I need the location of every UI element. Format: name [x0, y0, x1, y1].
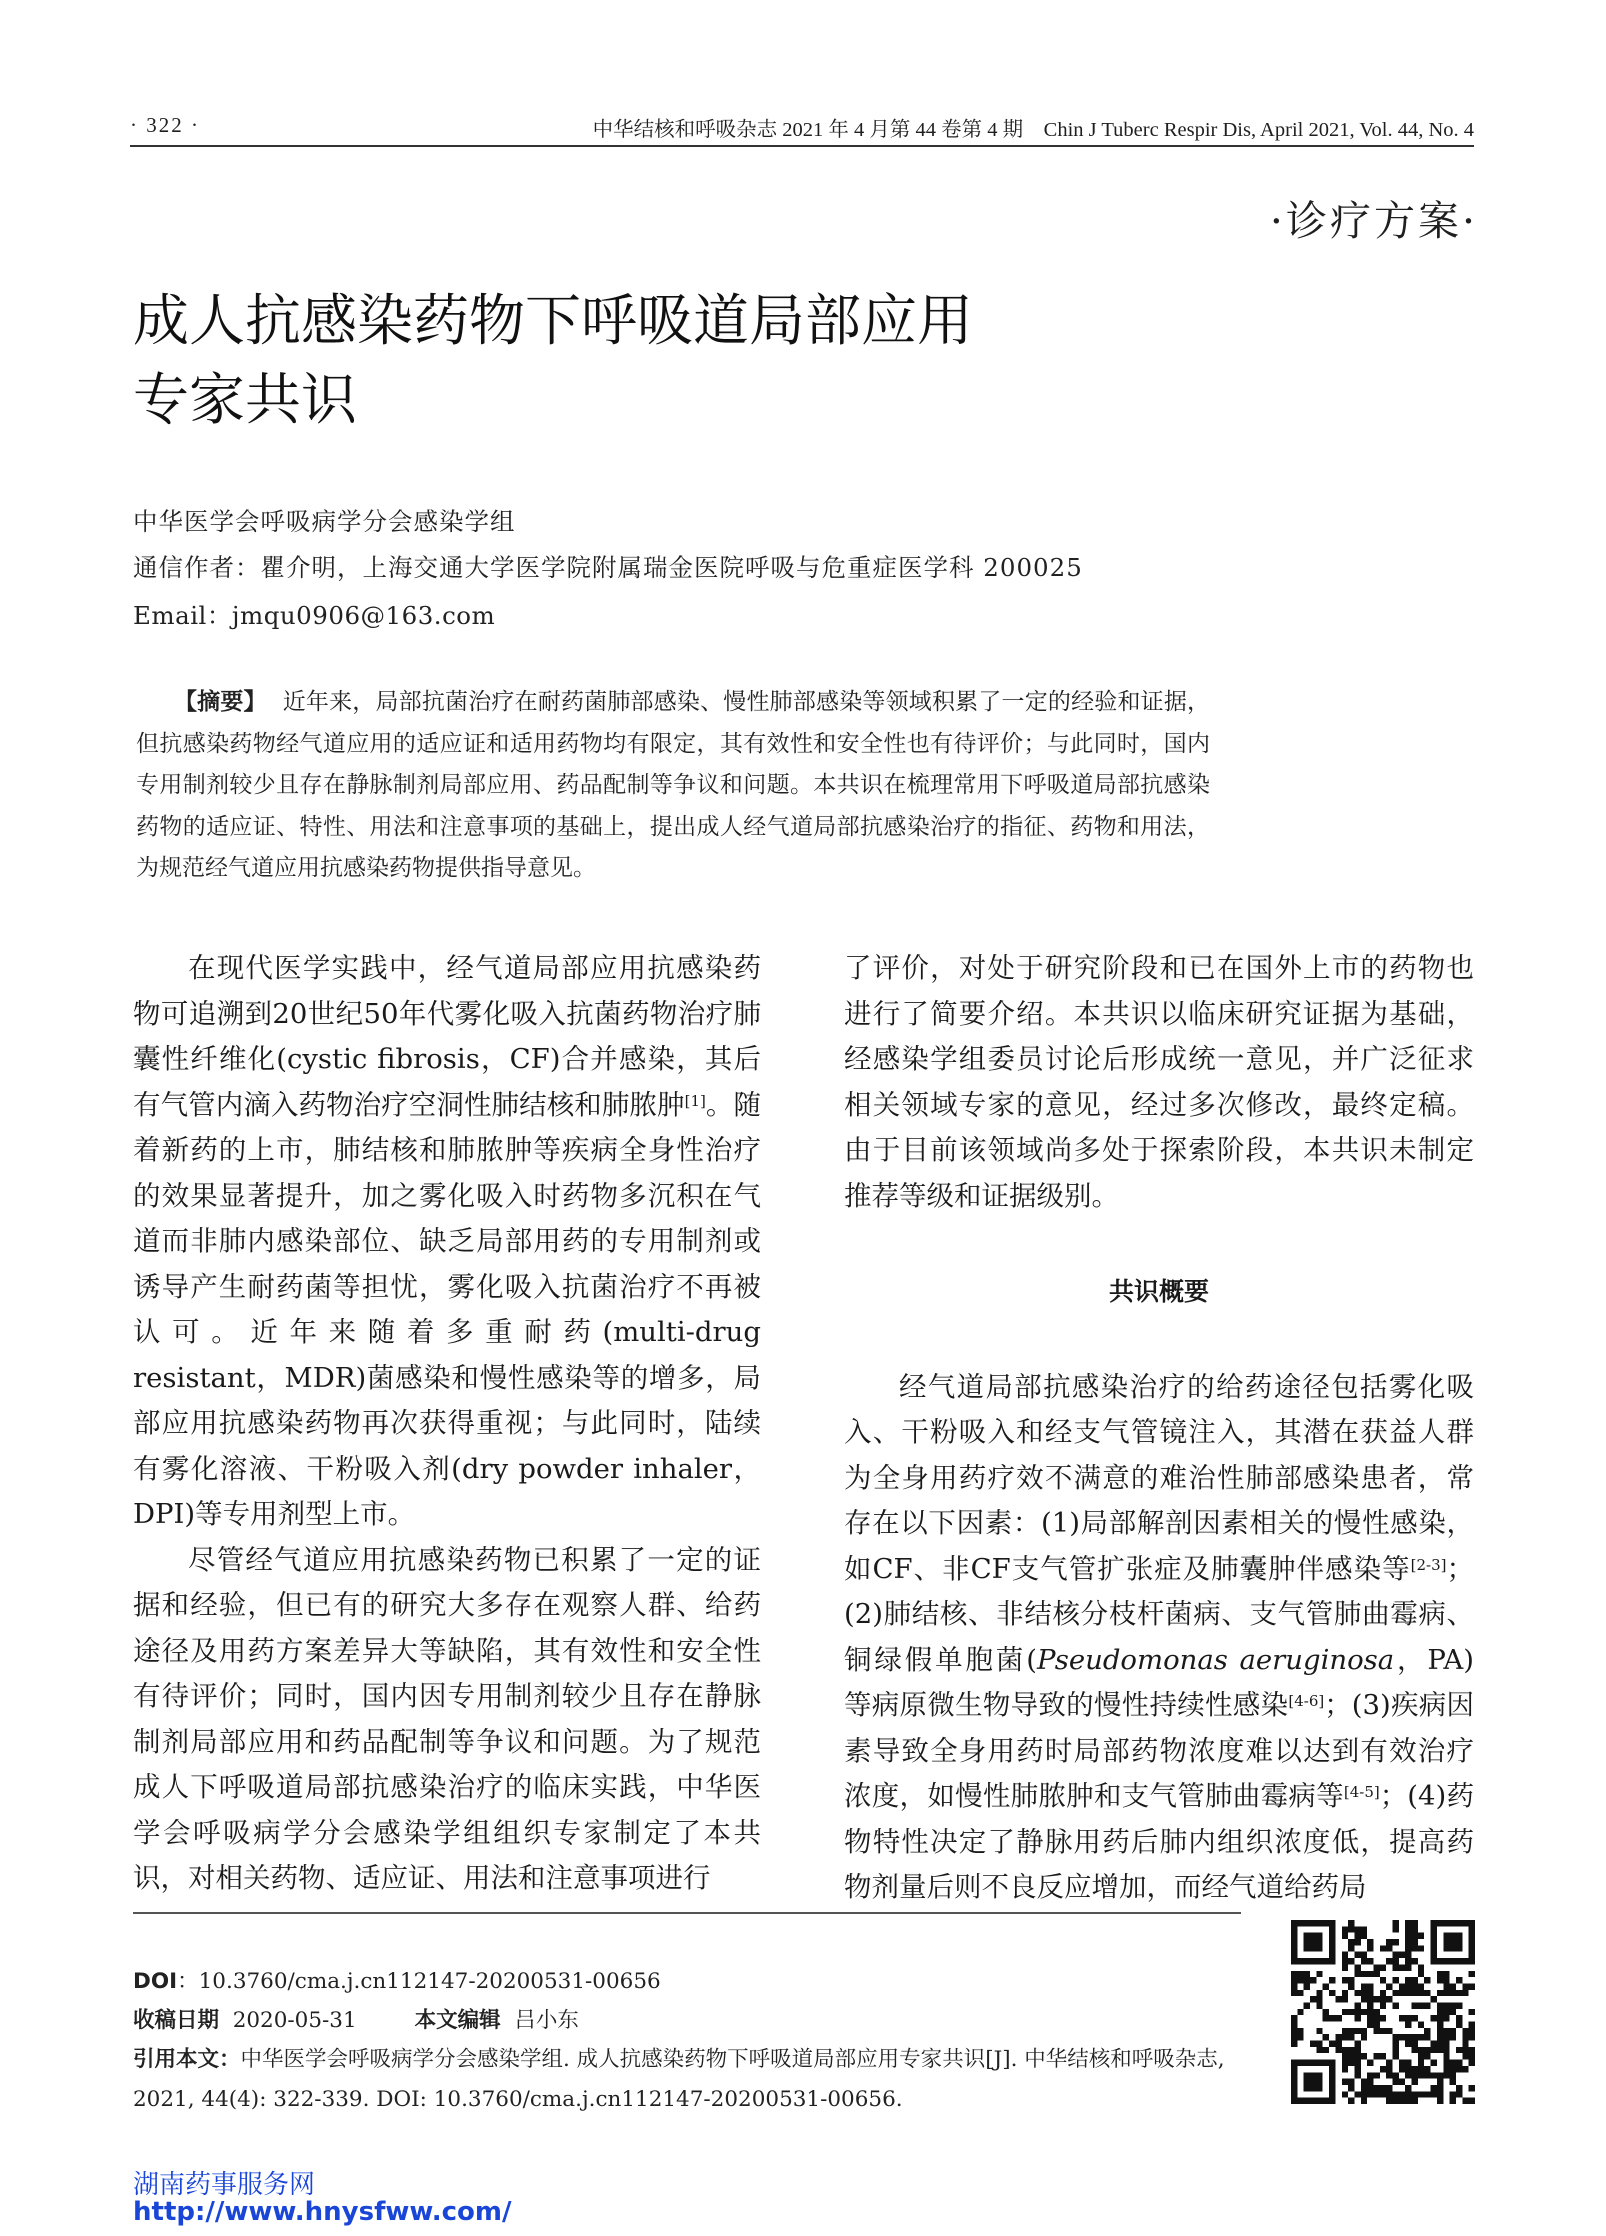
- editor-name: 吕小东: [514, 2008, 579, 2033]
- received-label: 收稿日期: [133, 2008, 220, 2033]
- doi-label: DOI: [133, 1969, 178, 1994]
- corresponding-author: 通信作者：瞿介明，上海交通大学医学院附属瑞金医院呼吸与危重症医学科 200025: [133, 553, 1083, 582]
- citation-label: 引用本文：: [133, 2047, 241, 2072]
- paragraph-text: ；(3)疾病因素导致全身用药时局部药物浓度难以达到有效治疗浓度，如慢性肺脓肿和支气管肺曲霉病等: [844, 1689, 1474, 1812]
- section-label: ·诊疗方案·: [1269, 197, 1478, 245]
- paragraph-summary: [844, 1365, 1474, 1911]
- paragraph-text: ，PA)等病原微生物导致的慢性持续性感染: [844, 1643, 1474, 1721]
- body-column-left: [133, 946, 761, 1902]
- paragraph-continued: [844, 946, 1474, 1219]
- citation-text: 中华医学会呼吸病学分会感染学组. 成人抗感染药物下呼吸道局部应用专家共识[J]. 中华结核和呼吸杂志, 2021, 44(4): 322-339. DOI: 10.3760/cma.j.cn112147-20200531-00656.: [133, 2047, 1225, 2112]
- abstract: [136, 682, 1210, 890]
- paragraph-text: ；(4)药物特性决定了静脉用药后肺内组织浓度低，提高药物剂量后则不良反应增加，而经气道给药局: [844, 1780, 1474, 1903]
- header-rule: [130, 145, 1474, 147]
- species-name: Pseudomonas aeruginosa: [1036, 1643, 1395, 1676]
- paragraph-text: 尽管经气道应用抗感染药物已积累了一定的证据和经验，但已有的研究大多存在观察人群、给药途径及用药方案差异大等缺陷，其有效性和安全性有待评价；同时，国内因专用制剂较少且存在静脉制剂局部应用和药品配制等争议和问题。为了规范成人下呼吸道局部抗感染治疗的临床实践，中华医学会呼吸病学分会感染学组组织专家制定了本共识，对相关药物、适应证、用法和注意事项进行: [133, 1543, 761, 1894]
- citation-block: [133, 2040, 1245, 2120]
- watermark-url[interactable]: http://www.hnysfww.com/: [133, 2197, 512, 2227]
- body-column-right: [844, 946, 1474, 1911]
- abstract-label: 【摘要】: [174, 689, 267, 715]
- paragraph-intro: [133, 946, 761, 1538]
- qr-code[interactable]: [1291, 1920, 1475, 2104]
- author-group: 中华医学会呼吸病学分会感染学组: [133, 507, 516, 536]
- editor-label: 本文编辑: [414, 2008, 501, 2033]
- doi-line: [133, 1964, 661, 1995]
- paragraph-text: 。随着新药的上市，肺结核和肺脓肿等疾病全身性治疗的效果显著提升，加之雾化吸入时药物多沉积在气道而非肺内感染部位、缺乏局部用药的专用制剂或诱导产生耐药菌等担忧，雾化吸入抗菌治疗不再被认可。近年来随着多重耐药(multi-drug resistant，MDR)菌感染和慢性感染等的增多，局部应用抗感染药物再次获得重视；与此同时，陆续有雾化溶液、干粉吸入剂(dry powder inhaler，DPI)等专用剂型上市。: [133, 1088, 762, 1530]
- doi-value[interactable]: ：10.3760/cma.j.cn112147-20200531-00656: [177, 1969, 661, 1994]
- paragraph-text: ；(2)肺结核、非结核分枝杆菌病、支气管肺曲霉病、铜绿假单胞菌(: [844, 1552, 1474, 1676]
- watermark-name: 湖南药事服务网: [133, 2170, 316, 2200]
- abstract-text: 近年来，局部抗菌治疗在耐药菌肺部感染、慢性肺部感染等领域积累了一定的经验和证据，但抗感染药物经气道应用的适应证和适用药物均有限定，其有效性和安全性也有待评价；与此同时，国内专用制剂较少且存在静脉制剂局部应用、药品配制等争议和问题。本共识在梳理常用下呼吸道局部抗感染药物的适应证、特性、用法和注意事项的基础上，提出成人经气道局部抗感染治疗的指征、药物和用法，为规范经气道应用抗感染药物提供指导意见。: [136, 689, 1211, 881]
- paragraph-purpose: [133, 1538, 761, 1902]
- journal-header: 中华结核和呼吸杂志 2021 年 4 月第 44 卷第 4 期 Chin J Tuberc Respir Dis, April 2021, Vol. 44, No. 4: [592, 119, 1474, 141]
- paragraph-text: 了评价，对处于研究阶段和已在国外上市的药物也进行了简要介绍。本共识以临床研究证据为基础，经感染学组委员讨论后形成统一意见，并广泛征求相关领域专家的意见，经过多次修改，最终定稿。由于目前该领域尚多处于探索阶段，本共识未制定推荐等级和证据级别。: [844, 952, 1474, 1212]
- section-heading: 共识概要: [1108, 1277, 1209, 1306]
- citation-ref[interactable]: [2-3]: [1410, 1555, 1447, 1574]
- article-title: [133, 282, 973, 440]
- title-line-2: 专家共识: [133, 368, 357, 433]
- received-line: [133, 2003, 579, 2034]
- citation-ref[interactable]: [4-5]: [1343, 1783, 1380, 1801]
- title-line-1: 成人抗感染药物下呼吸道局部应用: [133, 289, 973, 354]
- author-email[interactable]: Email：jmqu0906@163.com: [133, 601, 496, 630]
- citation-ref[interactable]: [4-6]: [1288, 1692, 1325, 1710]
- page-number: · 322 ·: [130, 113, 200, 137]
- footer-rule: [133, 1912, 1241, 1914]
- paragraph-text: 在现代医学实践中，经气道局部应用抗感染药物可追溯到20世纪50年代雾化吸入抗菌药物治疗肺囊性纤维化(cystic fibrosis，CF)合并感染，其后有气管内滴入药物治疗空洞性肺结核和肺脓肿: [133, 952, 761, 1121]
- paragraph-text: 经气道局部抗感染治疗的给药途径包括雾化吸入、干粉吸入和经支气管镜注入，其潜在获益人群为全身用药疗效不满意的难治性肺部感染患者，常存在以下因素：(1)局部解剖因素相关的慢性感染，如CF、非CF支气管扩张症及肺囊肿伴感染等: [844, 1370, 1474, 1585]
- received-date: 2020-05-31: [232, 2008, 357, 2033]
- citation-ref[interactable]: [1]: [684, 1091, 706, 1110]
